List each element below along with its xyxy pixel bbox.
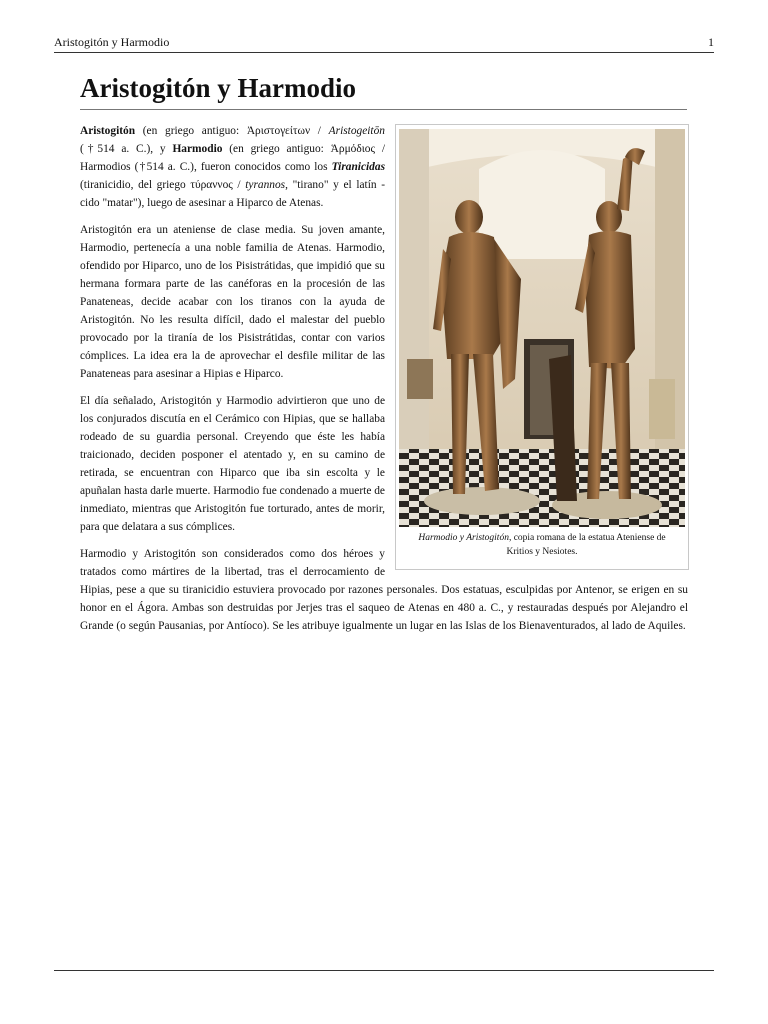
- text-run: , "tirano" y el latín -cido "matar"), luego de asesinar a Hiparco de Atenas.: [80, 179, 385, 209]
- statue-photo: [399, 129, 685, 527]
- term-tiranicidas: Tiranicidas: [331, 161, 385, 173]
- caption-text: , copia romana de la estatua Ateniense de Kritios y Nesiotes.: [506, 533, 666, 557]
- term-harmodio: Harmodio: [172, 143, 223, 155]
- paragraph-2: Aristogitón era un ateniense de clase media. Su joven amante, Harmodio, pertenecía a una noble familia de Atenas. Harmodio, ofendido por Hiparco, uno de los Pisistrátidas, que impidió que su hermana formara parte de las canéforas en la procesión de las Panateneas, decide acabar con los tiranos con la ayuda de Aristogitón. No les resulta difícil, dado el malestar del pueblo provocado por la tiranía de los Pisistrátidas, contar con varios cómplices. La idea era la de aprovechar el desfile militar de las Panateneas para asesinar a Hipias e Hiparco.: [80, 224, 385, 380]
- page-title: Aristogitón y Harmodio: [80, 70, 687, 110]
- footer-rule: [54, 970, 714, 971]
- text-run: (tiranicidio, del griego τύραννος /: [80, 179, 246, 191]
- page-number: 1: [708, 35, 714, 49]
- text-run: (en griego antiguo: Ἁρμόδιος / Harmodios (†514 a. C.), fueron conocidos como los: [80, 143, 385, 173]
- caption-italic: Harmodio y Aristogitón: [418, 533, 509, 543]
- paragraph-3: El día señalado, Aristogitón y Harmodio advirtieron que uno de los conjurados discutía en el Cerámico con Hipias, que se hallaba rodeado de su guardia personal. Creyendo que éste les había traicionado, deciden posponer el atentado y, en su camino de retirada, se encuentran con Hiparco que iba sin escolta y le apuñalan hasta darle muerte. Harmodio fue condenado a muerte de inmediato, mientras que Aristogitón fue torturado, antes de morir, para que delatara a sus cómplices.: [80, 395, 385, 533]
- paragraph-4: Harmodio y Aristogitón son considerados como dos héroes y tratados como mártires de la libertad, tras el derrocamiento de Hipias, pese a que su tiranicidio estuviera provocado por razones personales. Dos estatuas, esculpidas por Antenor, se erigen en su honor en el Ágora. Ambas son destruidas por Jerjes tras el saqueo de Atenas en 480 a. C., y restauradas después por Alejandro el Grande (o según Pausanias, por Antíoco). Se les atribuye igualmente un lugar en las Islas de los Bienaventurados, al lado de Aquiles.: [80, 548, 688, 632]
- statue-figure: [395, 124, 689, 570]
- running-head: [54, 34, 714, 53]
- text-run: (†514 a. C.), y: [80, 143, 173, 155]
- article-body: [80, 122, 688, 644]
- text-run: (en griego antiguo: Ἀριστογείτων /: [135, 125, 329, 137]
- term-aristogiton: Aristogitón: [80, 125, 136, 137]
- greek-transliteration: Aristogeitōn: [328, 125, 385, 137]
- term-tyrannos: tyrannos: [245, 179, 286, 191]
- figure-caption: [396, 527, 688, 559]
- running-head-title: Aristogitón y Harmodio: [54, 35, 170, 49]
